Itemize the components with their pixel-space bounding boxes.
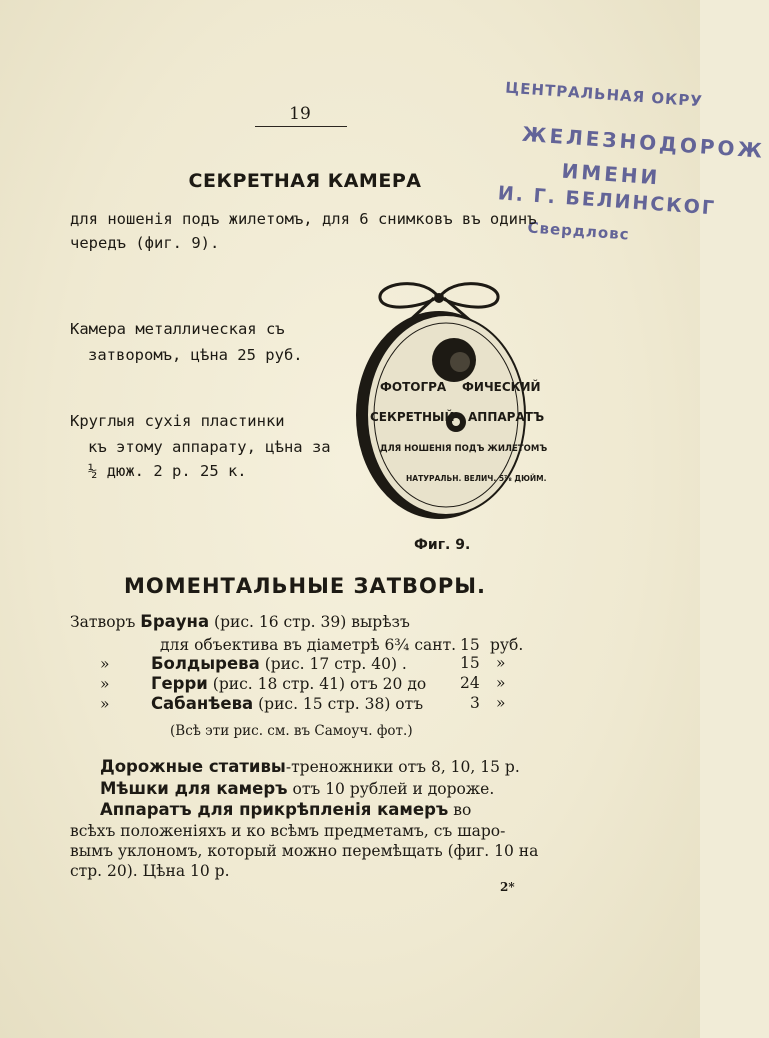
row-prefix: »: [100, 675, 110, 693]
figure-label-row4: НАТУРАЛЬН. ВЕЛИЧ. 5⅞ ДЮЙМ.: [406, 474, 547, 483]
signature-mark: 2*: [500, 880, 515, 894]
apparatus-line-4: стр. 20). Цѣна 10 р.: [70, 862, 230, 880]
shutter-price-braun: 15: [460, 636, 480, 654]
row-name: Сабанѣева: [150, 694, 254, 713]
shutter-row-boldyrev: [100, 654, 407, 673]
tripods-text: -треножники отъ 8, 10, 15 р.: [285, 758, 520, 776]
page-number-rule: [255, 126, 347, 127]
shutter-price-sabaneev: 3: [470, 694, 480, 712]
shutter-row-sabaneev: [100, 694, 423, 713]
stamp-line-1: ЦЕНТРАЛЬНАЯ ОКРУ: [504, 78, 704, 111]
row-detail: (рис. 15 стр. 38) отъ: [258, 695, 424, 713]
figure-label-row2-left: СЕКРЕТНЫЙ: [370, 410, 455, 424]
shutter-row-braun-line-2: [160, 636, 456, 654]
section-title-shutters: МОМЕНТАЛЬНЫЕ ЗАТВОРЫ.: [123, 574, 487, 598]
row-name: Брауна: [140, 612, 210, 631]
shutter-unit-sabaneev: »: [496, 694, 506, 712]
plates-price-line-3: ½ дюж. 2 р. 25 к.: [88, 462, 247, 480]
shutter-price-gerry: 24: [460, 674, 480, 692]
page-number: 19: [289, 104, 311, 124]
figure-label-row2-right: АППАРАТЪ: [468, 410, 545, 424]
camera-price-line-1: Камера металлическая съ: [70, 320, 285, 338]
stamp-line-2: ЖЕЛЕЗНОДОРОЖ: [521, 121, 766, 163]
figure-label-right: ФИЧЕСКИЙ: [462, 380, 541, 394]
section-title-secret-camera: СЕКРЕТНАЯ КАМЕРА: [188, 170, 422, 192]
shutter-unit-braun: руб.: [490, 636, 524, 654]
camera-price-line-2: затворомъ, цѣна 25 руб.: [88, 346, 303, 364]
shutter-unit-gerry: »: [496, 674, 506, 692]
apparatus-text-1: во: [453, 801, 472, 819]
bags-text: отъ 10 рублей и дороже.: [292, 780, 495, 798]
plates-price-line-2: къ этому аппарату, цѣна за: [88, 438, 331, 456]
lead-line-1: для ношенія подъ жилетомъ, для 6 снимковъ въ одинъ: [70, 210, 537, 228]
shutter-unit-boldyrev: »: [496, 654, 506, 672]
bags-name: Мѣшки для камеръ: [100, 779, 288, 798]
apparatus-line-2: всѣхъ положеніяхъ и ко всѣмъ предметамъ, съ шаро-: [70, 822, 506, 840]
tripods-line: [100, 757, 520, 776]
shutter-row-braun: [70, 612, 410, 631]
secret-camera-illustration: [348, 282, 548, 527]
stamp-line-4: И. Г. БЕЛИНСКОГ: [497, 182, 717, 220]
shutter-price-boldyrev: 15: [460, 654, 480, 672]
row-detail-2: для объектива въ діаметрѣ 6¾ сант.: [160, 636, 457, 654]
row-name: Герри: [150, 674, 208, 693]
stamp-line-3: ИМЕНИ: [560, 158, 662, 190]
lead-line-2: чередъ (фиг. 9).: [70, 234, 220, 252]
bags-line: [100, 779, 494, 798]
shutter-row-gerry: [100, 674, 426, 693]
figure-label-row3: ДЛЯ НОШЕНІЯ ПОДЪ ЖИЛЕТОМЪ: [380, 444, 548, 454]
tripods-name: Дорожные стативы: [100, 757, 286, 776]
stamp-line-5: Свердловс: [527, 218, 631, 244]
apparatus-line-3: вымъ уклономъ, который можно перемѣщать (фиг. 10 на: [70, 842, 539, 860]
row-detail: (рис. 17 стр. 40) .: [264, 655, 407, 673]
row-prefix: Затворъ: [70, 613, 136, 631]
apparatus-name: Аппаратъ для прикрѣпленія камеръ: [100, 800, 449, 819]
figure-caption: Фиг. 9.: [414, 537, 471, 553]
figure-label-left: ФОТОГРА: [380, 380, 447, 394]
row-detail: (рис. 18 стр. 41) отъ 20 до: [212, 675, 427, 693]
row-prefix: »: [100, 695, 110, 713]
row-name: Болдырева: [150, 654, 260, 673]
plates-price-line-1: Круглыя сухія пластинки: [70, 412, 285, 430]
row-detail: (рис. 16 стр. 39) вырѣзъ: [214, 613, 410, 631]
apparatus-line-1: [100, 800, 471, 819]
shutters-note: (Всѣ эти рис. см. въ Самоуч. фот.): [170, 723, 413, 739]
row-prefix: »: [100, 655, 110, 673]
